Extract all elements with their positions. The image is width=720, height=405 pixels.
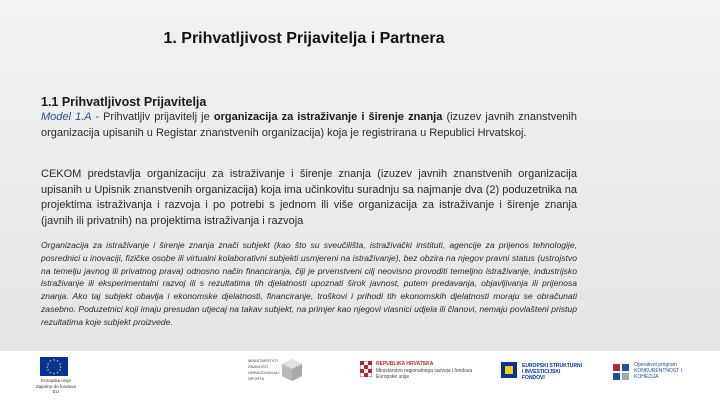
ministry-a-text: MINISTARSTVO ZNANOSTI, OBRAZOVANJA I SPORTA [248,358,280,381]
eu-flag-icon [40,357,68,376]
eu-caption: Europska unija Zajedno do fondova EU [36,378,76,394]
svg-text:★: ★ [46,361,50,366]
svg-text:★: ★ [46,368,50,372]
slide-title: 1. Prihvatljivost Prijavitelja i Partnera [163,30,445,47]
svg-text:★: ★ [48,370,52,375]
svg-text:★: ★ [58,361,62,366]
svg-text:★: ★ [45,365,49,369]
programme-icon [612,363,630,381]
programme-text: Operativni program KONKURENTNOST I KOHEZIJA [634,362,682,380]
svg-text:★: ★ [58,368,62,372]
ministry-b-text: Ministarstvo regionalnoga razvoja i fondova Europske unije [376,368,473,380]
paragraph-model [41,110,577,141]
svg-text:★: ★ [59,365,63,369]
paragraph-cekom: CEKOM predstavlja organizaciju za istraživanje i širenje znanja (izuzev javnih znanstvenih organizacija upisanih u Upisnik znanstvenih organizacija) koja ima učinkovitu suradnju sa najmanje dva (2) poduzetnika na projektima istraživanja i razvoja i po potrebi s jednom ili više organizacija za istraživanje i širenje znanja (javnih ili privatnih) na projektima istraživanja i razvoja [41,168,577,227]
svg-text:★: ★ [52,358,56,363]
para1-text-b: (izuzev javnih znanstvenih organizacija upisanih u Registar znanstvenih organizacija) koja je registrirana u Republici Hrvatskoj. [41,111,577,139]
svg-text:★: ★ [52,371,56,376]
republic-text: REPUBLIKA HRVATSKA [376,361,434,367]
para1-bold: organizacija za istraživanje i širenje znanja [213,111,443,123]
croatia-coat-icon [360,361,372,377]
svg-text:★: ★ [48,359,52,364]
funds-text: EUROPSKI STRUKTURNI I INVESTICIJSKI FONDOVI [522,363,583,381]
svg-text:★: ★ [56,370,60,375]
svg-text:★: ★ [56,359,60,364]
paragraph-definition: Organizacija za istraživanje i širenje znanja znači subjekt (kao što su sveučilišta, istraživački instituti, agencije za prijenos tehnologije, posrednici u inovaciji, fizičke osobe ili virtualni kolaborativni subjekti usmjereni na istraživanje), bez obzira na njegov pravni status (ustrojstvo na temelju javnog ili privatnog prava) odnosno način financiranja, čiji je prvenstveni cilj neovisno provoditi temeljno istraživanje, industrijsko istraživanje ili eksperimentalni razvoj ili s rezultatima tih djelatnosti upoznati širok javnost, putem predavanja, objavljivanja ili prijenosa znanja. Ako taj subjekt obavlja i ekonomske djelatnosti, financiranje, troškovi i prihodi tih ekonomskih djelatnosti moraju se obračunati zasebno. Poduzetnici koji imaju presudan utjecaj na takav subjekt, na primjer kao njegovi vlasnici udjela ili članovi, nemaju povlašteni pristup rezultatima koje subjekt proizvede. [41,240,577,327]
model-label: Model 1.A - [41,111,99,123]
esi-funds-icon [500,361,518,379]
section-heading: 1.1 Prihvatljivost Prijavitelja [41,95,207,109]
footer-logo-bar [0,351,720,405]
para1-text-a: Prihvatljiv prijavitelj je [98,111,214,123]
